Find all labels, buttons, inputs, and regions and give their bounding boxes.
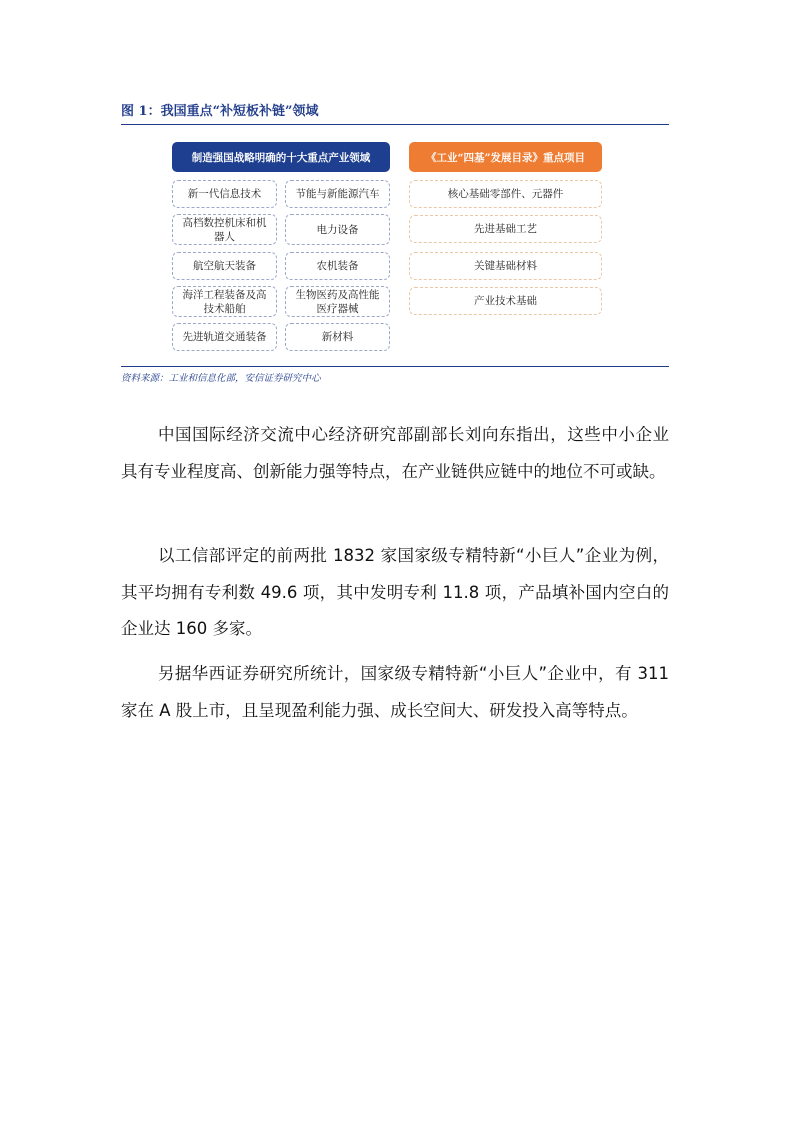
right-item: 关键基础材料 bbox=[409, 252, 602, 280]
left-header: 制造强国战略明确的十大重点产业领域 bbox=[172, 142, 390, 172]
left-item: 新一代信息技术 bbox=[172, 180, 277, 208]
left-item: 农机装备 bbox=[285, 252, 390, 280]
paragraph: 以工信部评定的前两批 1832 家国家级专精特新“小巨人”企业为例，其平均拥有专利数 49.6 项，其中发明专利 11.8 项，产品填补国内空白的企业达 160 多家。 bbox=[121, 546, 669, 638]
left-item: 先进轨道交通装备 bbox=[172, 323, 277, 351]
right-item: 产业技术基础 bbox=[409, 287, 602, 315]
left-item: 新材料 bbox=[285, 323, 390, 351]
left-item: 海洋工程装备及高技术船舶 bbox=[172, 286, 277, 317]
left-item: 电力设备 bbox=[285, 214, 390, 245]
paragraph: 另据华西证券研究所统计，国家级专精特新“小巨人”企业中，有 311 家在 A 股上市，且呈现盈利能力强、成长空间大、研发投入高等特点。 bbox=[121, 664, 669, 720]
figure-title: 图 1：我国重点“补短板补链”领域 bbox=[121, 100, 669, 125]
right-header: 《工业“四基”发展目录》重点项目 bbox=[409, 142, 602, 172]
left-item: 节能与新能源汽车 bbox=[285, 180, 390, 208]
left-item: 生物医药及高性能医疗器械 bbox=[285, 286, 390, 317]
left-item: 高档数控机床和机器人 bbox=[172, 214, 277, 245]
right-item: 先进基础工艺 bbox=[409, 215, 602, 243]
figure-source: 资料来源：工业和信息化部，安信证券研究中心 bbox=[121, 366, 669, 384]
paragraph: 中国国际经济交流中心经济研究部副部长刘向东指出，这些中小企业具有专业程度高、创新能力强等特点，在产业链供应链中的地位不可或缺。 bbox=[121, 425, 669, 481]
right-item: 核心基础零部件、元器件 bbox=[409, 180, 602, 208]
left-item: 航空航天装备 bbox=[172, 252, 277, 280]
